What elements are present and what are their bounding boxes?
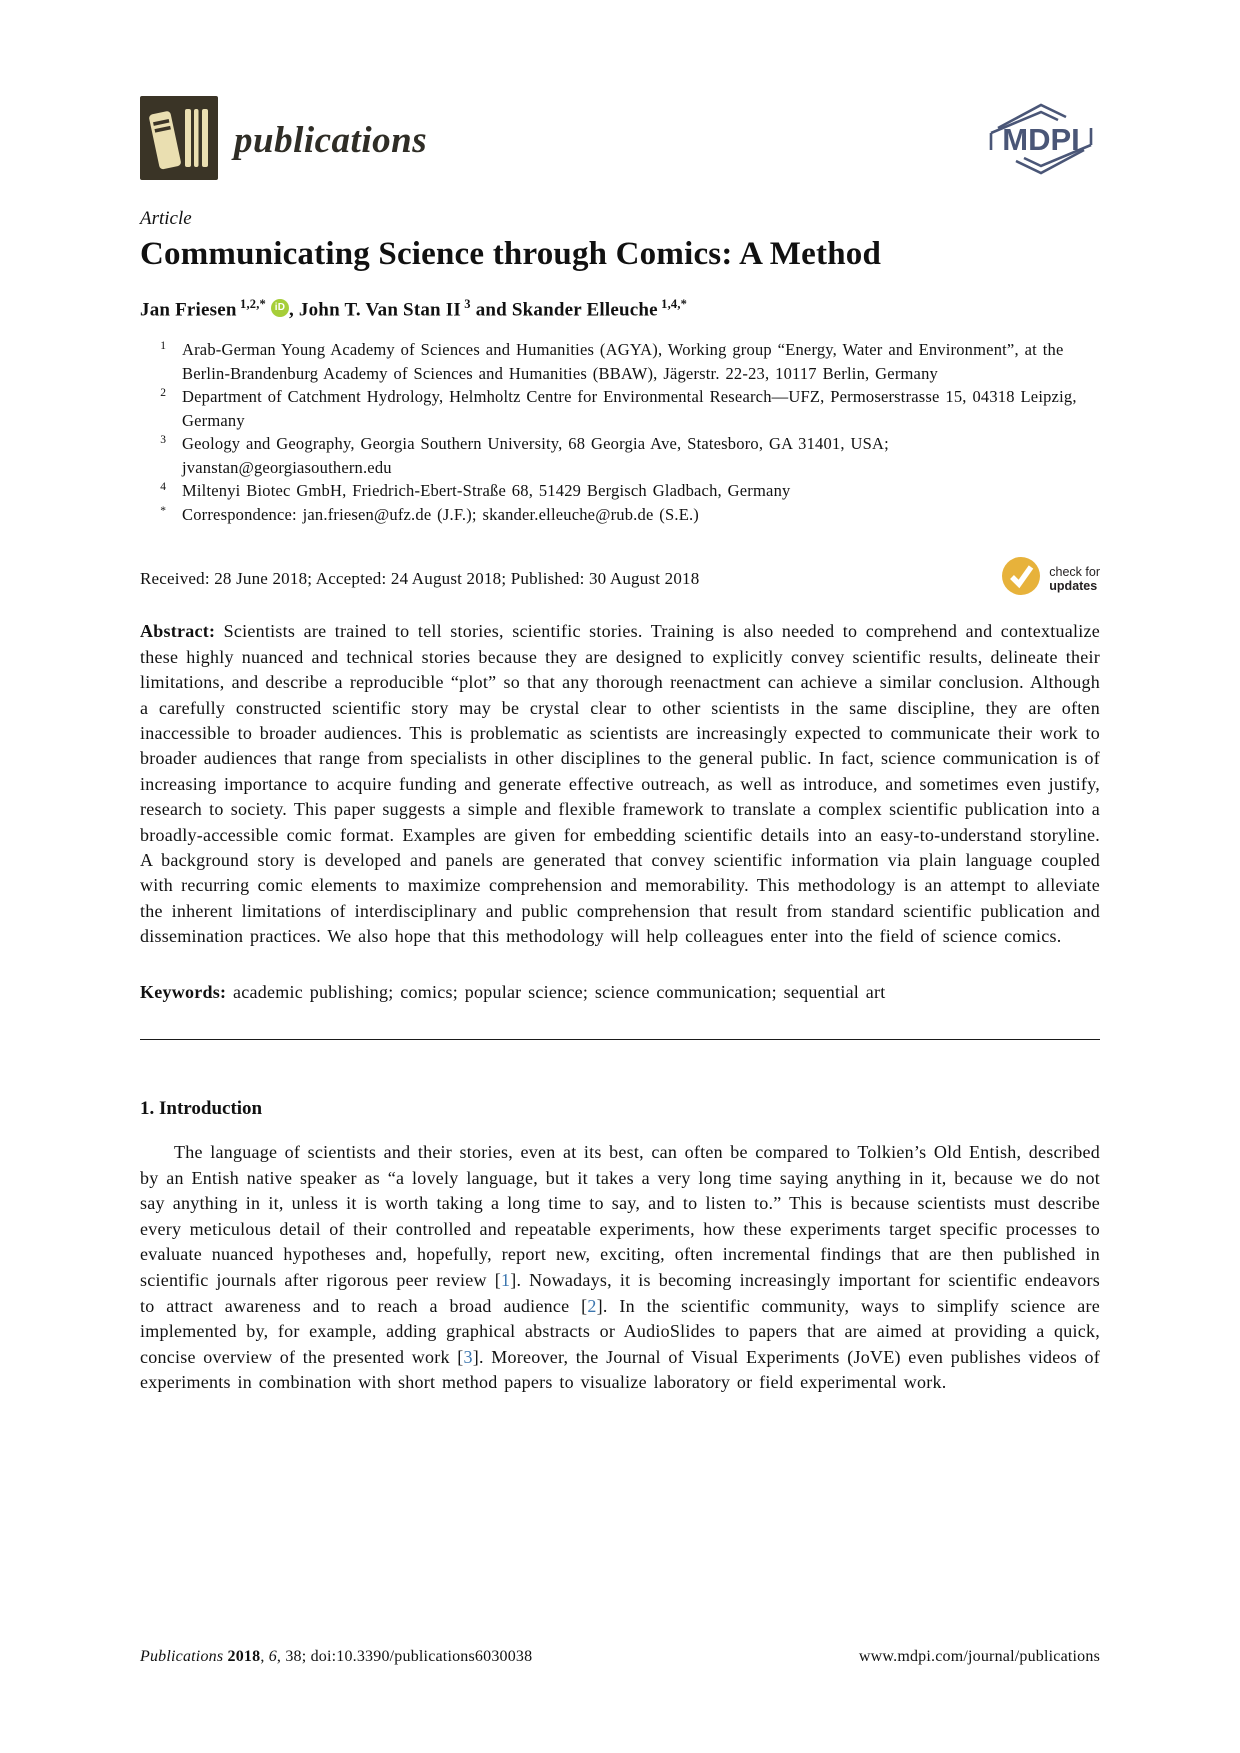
journal-name: publications <box>234 120 428 161</box>
affiliation-item <box>140 503 1100 527</box>
author-name: John T. Van Stan II <box>298 299 461 321</box>
affiliation-marker: 2 <box>160 387 166 400</box>
page-title: Communicating Science through Comics: A Method <box>140 236 882 272</box>
affiliations-list <box>140 338 1100 526</box>
citation-link[interactable]: 1 <box>500 1269 511 1290</box>
introduction-paragraph: The language of scientists and their stories, even at its best, can often be compared to Tolkien’s Old Entish, described by an Entish native speaker as “a lovely language, but it takes a very long time saying anything in it, because we do not say anything in it, unless it is worth taking a long time to say, and to listen to.” This is because scientists must describe every meticulous detail of their controlled and repeatable experiments, how these experiments target specific processes to evaluate nuanced hypotheses and, hopefully, report new, exciting, often incremental findings that are then published in scientific journals after rigorous peer review [1]. Nowadays, it is becoming increasingly important for scientific endeavors to attract awareness and to reach a broad audience [2]. In the scientific community, ways to simplify science are implemented by, for example, adding graphical abstracts or AudioSlides to papers that are aimed at providing a quick, concise overview of the presented work [3]. Moreover, the Journal of Visual Experiments (JoVE) even publishes videos of experiments in combination with short method papers to visualize laboratory or field experimental work. <box>140 1142 1100 1393</box>
footer-journal-url[interactable]: www.mdpi.com/journal/publications <box>858 1648 1100 1665</box>
check-icon <box>1001 556 1041 601</box>
affiliation-marker: * <box>160 504 166 517</box>
footer-citation-segment: 2018 <box>227 1648 261 1665</box>
affiliation-text: Arab-German Young Academy of Sciences and Humanities (AGYA), Working group “Energy, Water and Environment”, at the Berlin-Brandenburg Academy of Sciences and Humanities (BBAW), Jägerstr. 22-23, 10117 Berlin, Germany <box>182 340 1064 383</box>
affiliation-marker: 3 <box>160 434 166 447</box>
footer-citation-segment: , <box>260 1648 269 1665</box>
affiliation-marker: 4 <box>160 481 166 494</box>
keywords-text: academic publishing; comics; popular science; science communication; sequential art <box>233 981 886 1002</box>
footer-citation-segment: , 38; doi:10.3390/publications6030038 <box>276 1648 533 1665</box>
author-affiliation-sup: 1,4,* <box>657 297 688 311</box>
abstract-label: Abstract: <box>140 621 216 642</box>
page-footer <box>140 1648 1100 1666</box>
author-name: Jan Friesen <box>140 299 237 321</box>
author-separator: , <box>289 299 299 321</box>
footer-citation-segment: Publications <box>140 1648 224 1665</box>
affiliation-text: Department of Catchment Hydrology, Helmholtz Centre for Environmental Research—UFZ, Permoserstrasse 15, 04318 Leipzig, Germany <box>182 387 1077 430</box>
authors-line <box>140 297 1100 322</box>
abstract-text: Scientists are trained to tell stories, scientific stories. Training is also needed to comprehend and contextualize these highly nuanced and technical stories because they are designed to explicitly convey scientific results, delineate their limitations, and describe a reproducible “plot” so that any thorough reenactment can achieve a similar conclusion. Although a carefully constructed scientific story may be crystal clear to other scientists in the same discipline, they are often inaccessible to broader audiences. This is problematic as scientists are increasingly expected to communicate their work to broader audiences that range from specialists in other disciplines to the general public. In fact, science communication is of increasing importance to acquire funding and generate effective outreach, as well as introduce, and sometimes even justify, research to society. This paper suggests a simple and flexible framework to translate a complex scientific publication into a broadly-accessible comic format. Examples are given for embedding scientific details into an easy-to-understand storyline. A background story is developed and panels are generated that convey scientific information via plain language coupled with recurring comic elements to maximize comprehension and memorability. This methodology is an attempt to alleviate the inherent limitations of interdisciplinary and public comprehension that result from standard scientific publication and dissemination practices. We also hope that this methodology will help colleagues enter into the field of science comics. <box>140 621 1100 947</box>
mdpi-logo-text: MDPI <box>1002 122 1080 157</box>
check-badge-line1: check for <box>1049 564 1100 579</box>
publications-books-icon <box>140 96 218 185</box>
author-name: Skander Elleuche <box>511 299 658 321</box>
keywords-label: Keywords: <box>140 981 227 1002</box>
publications-journal-logo[interactable] <box>140 96 427 185</box>
citation-link[interactable]: 3 <box>463 1346 473 1367</box>
check-badge-text <box>1049 565 1100 593</box>
affiliation-text: Geology and Geography, Georgia Southern University, 68 Georgia Ave, Statesboro, GA 31401, USA; jvanstan@georgiasouthern.edu <box>182 434 889 477</box>
affiliation-marker: 1 <box>160 340 166 353</box>
affiliation-item <box>140 338 1100 385</box>
check-badge-line2: updates <box>1049 578 1098 593</box>
introduction-heading: 1. Introduction <box>140 1098 263 1120</box>
author-affiliation-sup: 1,2,* <box>236 297 266 311</box>
affiliation-text: Correspondence: jan.friesen@ufz.de (J.F.); skander.elleuche@rub.de (S.E.) <box>182 504 700 524</box>
affiliation-text: Miltenyi Biotec GmbH, Friedrich-Ebert-Straße 68, 51429 Bergisch Gladbach, Germany <box>182 481 791 501</box>
affiliation-item <box>140 479 1100 503</box>
section-divider <box>140 1039 1100 1040</box>
dates-row <box>140 556 1100 601</box>
abstract-paragraph <box>140 619 1100 949</box>
orcid-icon[interactable]: iD <box>271 299 289 317</box>
footer-citation-segment: 6 <box>268 1648 277 1665</box>
affiliation-item <box>140 432 1100 479</box>
masthead <box>140 96 1100 182</box>
article-type-label: Article <box>140 208 192 229</box>
author-separator: and <box>470 299 512 321</box>
check-for-updates-badge[interactable] <box>1001 556 1100 601</box>
author-affiliation-sup: 3 <box>460 297 471 311</box>
dates-line: Received: 28 June 2018; Accepted: 24 August 2018; Published: 30 August 2018 <box>140 568 700 588</box>
mdpi-logo[interactable] <box>982 98 1100 185</box>
keywords-line <box>140 980 1100 1005</box>
affiliation-item <box>140 385 1100 432</box>
citation-link[interactable]: 2 <box>587 1295 597 1316</box>
footer-citation <box>140 1648 532 1666</box>
